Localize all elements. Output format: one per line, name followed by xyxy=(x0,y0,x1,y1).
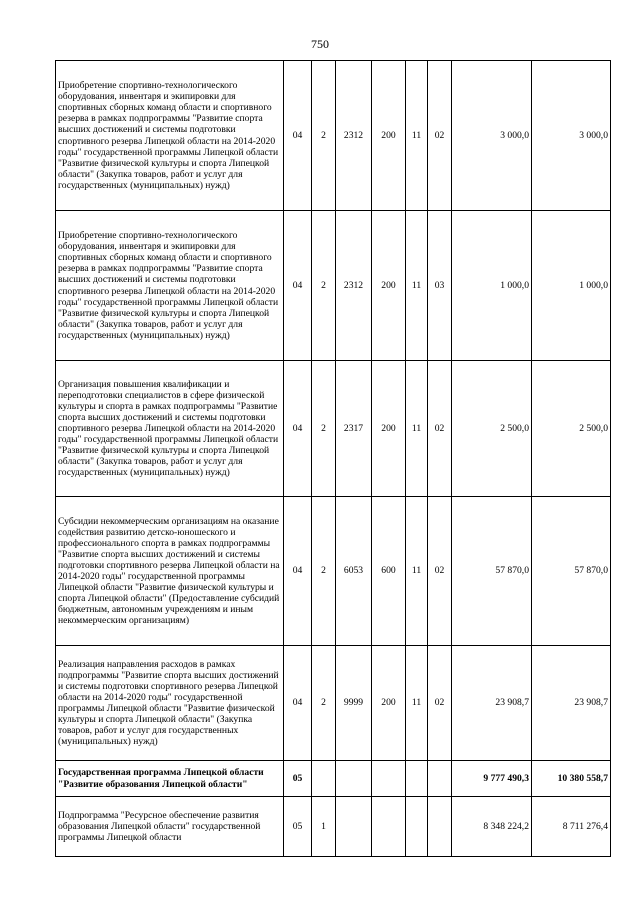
subchapter-code xyxy=(428,761,452,797)
chapter-code: 11 xyxy=(406,211,428,361)
subchapter-code: 03 xyxy=(428,211,452,361)
expense-code: 2312 xyxy=(336,211,372,361)
amount-year-2: 8 711 276,4 xyxy=(532,797,611,857)
subchapter-code: 02 xyxy=(428,61,452,211)
table-row xyxy=(56,761,611,797)
table-row xyxy=(56,361,611,497)
subprogram-code: 2 xyxy=(312,211,336,361)
chapter-code xyxy=(406,761,428,797)
section-code: 05 xyxy=(284,761,312,797)
section-code: 04 xyxy=(284,497,312,646)
section-code: 04 xyxy=(284,646,312,761)
amount-year-1: 9 777 490,3 xyxy=(452,761,532,797)
expense-type-code: 200 xyxy=(372,646,406,761)
budget-table xyxy=(55,60,611,857)
expense-type-code: 200 xyxy=(372,361,406,497)
amount-year-1: 57 870,0 xyxy=(452,497,532,646)
subprogram-code: 2 xyxy=(312,61,336,211)
amount-year-2: 2 500,0 xyxy=(532,361,611,497)
row-description: Субсидии некоммерческим организациям на оказание содействия развитию детско-юношеского и профессионального спорта в рамках подпрограммы "Развитие спорта высших достижений и системы подготовки спортивного резерва Липецкой области на 2014-2020 годы" государственной программы Липецкой области "Развитие физической культуры и спорта Липецкой области" (Предоставление субсидий бюджетным, автономным учреждениям и иным некоммерческим организациям) xyxy=(56,497,284,646)
row-description: Реализация направления расходов в рамках подпрограммы "Развитие спорта высших достижений и системы подготовки спортивного резерва Липецкой области на 2014-2020 годы" государственной программы Липецкой области "Развитие физической культуры и спорта Липецкой области" (Закупка товаров, работ и услуг для государственных (муниципальных) нужд) xyxy=(56,646,284,761)
expense-code: 6053 xyxy=(336,497,372,646)
expense-type-code xyxy=(372,761,406,797)
amount-year-2: 57 870,0 xyxy=(532,497,611,646)
chapter-code: 11 xyxy=(406,361,428,497)
subchapter-code: 02 xyxy=(428,361,452,497)
amount-year-1: 1 000,0 xyxy=(452,211,532,361)
section-code: 04 xyxy=(284,211,312,361)
amount-year-2: 3 000,0 xyxy=(532,61,611,211)
section-code: 05 xyxy=(284,797,312,857)
expense-code: 9999 xyxy=(336,646,372,761)
amount-year-2: 10 380 558,7 xyxy=(532,761,611,797)
amount-year-2: 23 908,7 xyxy=(532,646,611,761)
row-description: Подпрограмма "Ресурсное обеспечение развития образования Липецкой области" государственной программы Липецкой области xyxy=(56,797,284,857)
section-code: 04 xyxy=(284,361,312,497)
subprogram-code: 2 xyxy=(312,497,336,646)
table-row xyxy=(56,61,611,211)
table-row xyxy=(56,646,611,761)
expense-code xyxy=(336,761,372,797)
chapter-code: 11 xyxy=(406,497,428,646)
expense-code xyxy=(336,797,372,857)
expense-type-code: 200 xyxy=(372,211,406,361)
amount-year-1: 23 908,7 xyxy=(452,646,532,761)
chapter-code: 11 xyxy=(406,61,428,211)
chapter-code xyxy=(406,797,428,857)
subprogram-code xyxy=(312,761,336,797)
amount-year-1: 8 348 224,2 xyxy=(452,797,532,857)
subchapter-code xyxy=(428,797,452,857)
row-description: Государственная программа Липецкой области "Развитие образования Липецкой области" xyxy=(56,761,284,797)
page-number: 750 xyxy=(311,37,329,51)
chapter-code: 11 xyxy=(406,646,428,761)
row-description: Организация повышения квалификации и переподготовки специалистов в сфере физической культуры и спорта в рамках подпрограммы "Развитие спорта высших достижений и системы подготовки спортивного резерва Липецкой области на 2014-2020 годы" государственной программы Липецкой области "Развитие физической культуры и спорта Липецкой области" (Закупка товаров, работ и услуг для государственных (муниципальных) нужд) xyxy=(56,361,284,497)
section-code: 04 xyxy=(284,61,312,211)
table-row xyxy=(56,797,611,857)
subchapter-code: 02 xyxy=(428,497,452,646)
expense-code: 2312 xyxy=(336,61,372,211)
row-description: Приобретение спортивно-технологического оборудования, инвентаря и экипировки для спортивных сборных команд области и спортивного резерва в рамках подпрограммы "Развитие спорта высших достижений и системы подготовки спортивного резерва Липецкой области на 2014-2020 годы" государственной программы Липецкой области "Развитие физической культуры и спорта Липецкой области" (Закупка товаров, работ и услуг для государственных (муниципальных) нужд) xyxy=(56,61,284,211)
expense-type-code: 200 xyxy=(372,61,406,211)
subprogram-code: 1 xyxy=(312,797,336,857)
expense-code: 2317 xyxy=(336,361,372,497)
subprogram-code: 2 xyxy=(312,361,336,497)
budget-table-body xyxy=(56,61,611,857)
table-row xyxy=(56,497,611,646)
table-row xyxy=(56,211,611,361)
subprogram-code: 2 xyxy=(312,646,336,761)
amount-year-1: 3 000,0 xyxy=(452,61,532,211)
amount-year-1: 2 500,0 xyxy=(452,361,532,497)
subchapter-code: 02 xyxy=(428,646,452,761)
amount-year-2: 1 000,0 xyxy=(532,211,611,361)
expense-type-code xyxy=(372,797,406,857)
row-description: Приобретение спортивно-технологического оборудования, инвентаря и экипировки для спортивных сборных команд области и спортивного резерва в рамках подпрограммы "Развитие спорта высших достижений и системы подготовки спортивного резерва Липецкой области на 2014-2020 годы" государственной программы Липецкой области "Развитие физической культуры и спорта Липецкой области" (Закупка товаров, работ и услуг для государственных (муниципальных) нужд) xyxy=(56,211,284,361)
expense-type-code: 600 xyxy=(372,497,406,646)
